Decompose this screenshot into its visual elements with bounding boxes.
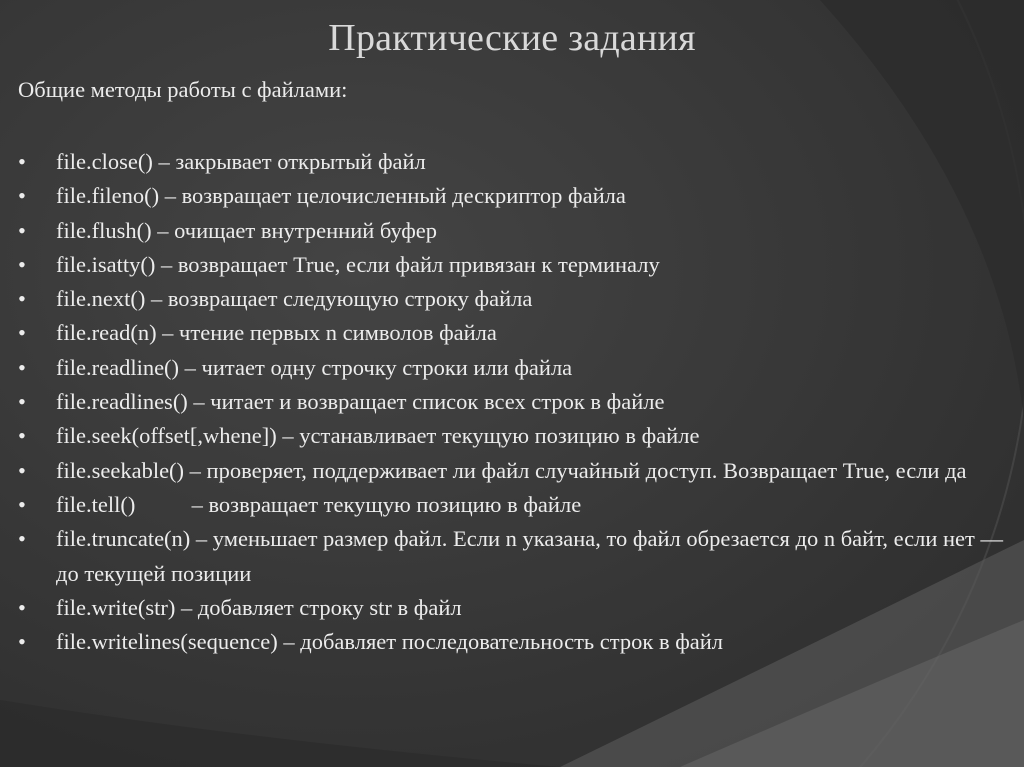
list-item: [18, 179, 1008, 213]
list-item: [18, 316, 1008, 350]
list-item-text: file.write(str) – добавляет строку str в файл: [56, 594, 462, 620]
list-item: [18, 625, 1008, 659]
list-item-text: file.next() – возвращает следующую строку файла: [56, 286, 533, 312]
list-item-text: file.close() – закрывает открытый файл: [56, 149, 426, 174]
list-item: [18, 351, 1008, 385]
list-item: [18, 522, 1008, 591]
list-item-text: file.truncate(n) – уменьшает размер файл. Если n указана, то файл обрезается до n байт, если нет — до текущей позиции: [56, 526, 1009, 586]
list-item-text: file.read(n) – чтение первых n символов файла: [56, 320, 497, 346]
bullet-icon: •: [18, 217, 26, 243]
list-item-text: file.readlines() – читает и возвращает список всех строк в файле: [56, 389, 665, 415]
list-item: [18, 488, 1008, 522]
list-item-text: file.seekable() – проверяет, поддерживает ли файл случайный доступ. Возвращает True, если да: [56, 457, 967, 483]
bullet-icon: •: [18, 251, 26, 277]
bullet-icon: •: [18, 629, 26, 655]
list-item: [18, 385, 1008, 419]
bullet-icon: •: [18, 389, 26, 415]
bullet-icon: •: [18, 320, 26, 346]
list-item: [18, 145, 1008, 179]
list-item-text: file.isatty() – возвращает True, если файл привязан к терминалу: [56, 251, 660, 277]
bullet-icon: •: [18, 183, 26, 209]
bullet-icon: •: [18, 149, 26, 174]
list-item-text: file.writelines(sequence) – добавляет последовательность строк в файл: [56, 629, 724, 655]
bullet-icon: •: [18, 354, 26, 380]
bullet-icon: •: [18, 491, 26, 517]
list-item: [18, 591, 1008, 625]
slide-subtitle: Общие методы работы с файлами:: [18, 77, 348, 102]
bullet-icon: •: [18, 457, 26, 483]
list-item-text: file.fileno() – возвращает целочисленный дескриптор файла: [56, 183, 626, 209]
bullet-icon: •: [18, 594, 26, 620]
bullet-icon: •: [18, 526, 26, 552]
list-item: [18, 248, 1008, 282]
list-item: [18, 282, 1008, 316]
list-item-text: file.tell() – возвращает текущую позицию в файле: [56, 491, 582, 517]
list-item-text: file.flush() – очищает внутренний буфер: [56, 217, 438, 243]
list-item: [18, 454, 1008, 488]
slide-title: Практические задания: [328, 17, 696, 59]
bullet-icon: •: [18, 423, 26, 449]
list-item: [18, 214, 1008, 248]
list-item-text: file.readline() – читает одну строчку строки или файла: [56, 354, 573, 380]
method-list: [18, 145, 1008, 659]
list-item: [18, 419, 1008, 453]
bullet-icon: •: [18, 286, 26, 312]
list-item-text: file.seek(offset[,whene]) – устанавливает текущую позицию в файле: [56, 423, 700, 449]
